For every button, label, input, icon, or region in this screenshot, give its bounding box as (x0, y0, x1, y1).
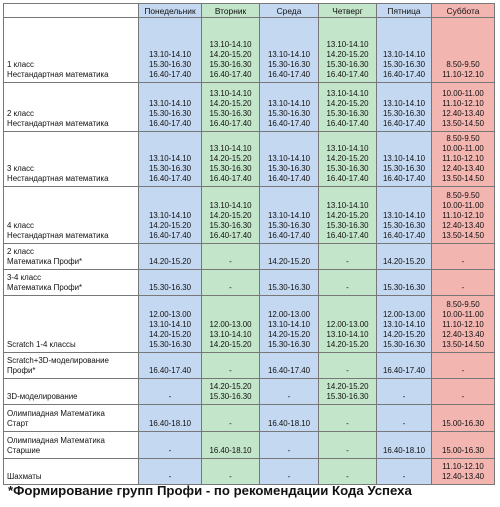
time-slot-cell (377, 459, 432, 485)
header-row (4, 4, 495, 18)
time-slot: 14.20-15.20 (326, 382, 369, 391)
time-slot: 15.30-16.30 (267, 109, 311, 118)
time-slot: 14.20-15.20 (209, 211, 252, 220)
time-slot: 16.40-17.40 (382, 174, 426, 183)
time-slot-cell (139, 83, 202, 132)
time-slot: 14.20-15.20 (209, 99, 252, 108)
schedule-row (4, 132, 495, 187)
time-slot: 16.40-17.40 (382, 70, 426, 79)
time-slot-cell (432, 432, 495, 459)
time-slot: 15.30-16.30 (382, 60, 426, 69)
time-slot: 15.30-16.30 (209, 109, 252, 118)
time-slot-cell (139, 353, 202, 379)
time-slot-cell (319, 187, 377, 244)
course-name-line: 2 класс (7, 247, 35, 256)
time-slot: 11.10-12.10 (442, 462, 484, 471)
day-header: Понедельник (139, 4, 202, 18)
time-slot: 13.10-14.10 (267, 99, 311, 108)
time-slot: 13.10-14.10 (209, 144, 252, 153)
time-slot: 14.20-15.20 (209, 50, 252, 59)
time-slot: 16.40-17.40 (209, 174, 252, 183)
time-slot: 16.40-18.10 (148, 419, 192, 428)
day-header: Суббота (432, 4, 495, 18)
time-slot: 13.10-14.10 (267, 154, 311, 163)
time-slot: 16.40-18.10 (209, 446, 252, 455)
time-slot: - (168, 472, 172, 481)
time-slot: - (402, 392, 406, 401)
time-slot-cell (432, 405, 495, 432)
time-slot-cell (202, 432, 260, 459)
course-name (4, 296, 139, 353)
time-slot: 15.00-16.30 (441, 446, 485, 455)
time-slot: 15.30-16.30 (148, 60, 192, 69)
schedule-row (4, 18, 495, 83)
schedule-row (4, 244, 495, 270)
time-slot-cell (260, 270, 319, 296)
time-slot: 15.30-16.30 (326, 109, 369, 118)
time-slot: 12.00-13.00 (326, 320, 369, 329)
time-slot: 16.40-17.40 (148, 231, 192, 240)
time-slot: 15.30-16.30 (382, 109, 426, 118)
time-slot-cell (377, 379, 432, 405)
time-slot: - (461, 392, 465, 401)
time-slot-cell (319, 379, 377, 405)
time-slot: 13.10-14.10 (267, 320, 311, 329)
time-slot-cell (202, 83, 260, 132)
time-slot: 12.00-13.00 (148, 310, 192, 319)
time-slot-cell (139, 296, 202, 353)
time-slot: 13.50-14.50 (441, 119, 485, 128)
time-slot-cell (260, 18, 319, 83)
time-slot: 16.40-17.40 (326, 70, 369, 79)
time-slot: 15.30-16.30 (382, 164, 426, 173)
schedule-row (4, 83, 495, 132)
time-slot-cell (319, 244, 377, 270)
time-slot: 16.40-17.40 (148, 366, 192, 375)
time-slot-cell (202, 459, 260, 485)
time-slot-cell (139, 244, 202, 270)
time-slot: - (229, 419, 232, 428)
time-slot: 10.00-11.00 (442, 144, 484, 153)
time-slot: 11.10-12.10 (442, 211, 484, 220)
course-name-line: Нестандартная математика (7, 119, 109, 128)
time-slot-cell (139, 432, 202, 459)
time-slot: 14.20-15.20 (326, 154, 369, 163)
time-slot: 13.10-14.10 (326, 201, 369, 210)
time-slot-cell (319, 83, 377, 132)
time-slot-cell (139, 187, 202, 244)
time-slot-cell (319, 132, 377, 187)
time-slot-cell (202, 244, 260, 270)
time-slot: 16.40-17.40 (326, 231, 369, 240)
course-name-line: 1 класс (7, 60, 35, 69)
time-slot: 13.10-14.10 (148, 320, 192, 329)
course-name (4, 405, 139, 432)
time-slot: 13.10-14.10 (148, 211, 192, 220)
schedule-row (4, 379, 495, 405)
time-slot: 14.20-15.20 (382, 330, 426, 339)
footnote: *Формирование групп Профи - по рекомендации Кода Успеха (8, 483, 412, 498)
time-slot: 16.40-17.40 (382, 119, 426, 128)
time-slot: 14.20-15.20 (267, 330, 311, 339)
time-slot-cell (202, 187, 260, 244)
course-name (4, 18, 139, 83)
time-slot: 15.30-16.30 (267, 221, 311, 230)
time-slot: 16.40-17.40 (267, 174, 311, 183)
time-slot: - (402, 419, 406, 428)
time-slot: 13.10-14.10 (382, 50, 426, 59)
course-name-line: Математика Профи* (7, 257, 83, 266)
time-slot-cell (202, 379, 260, 405)
header-corner (4, 4, 139, 18)
time-slot: 15.30-16.30 (326, 164, 369, 173)
time-slot: - (168, 392, 172, 401)
time-slot: 15.30-16.30 (382, 283, 426, 292)
time-slot-cell (260, 296, 319, 353)
course-name (4, 270, 139, 296)
time-slot: 13.10-14.10 (382, 211, 426, 220)
schedule-row (4, 270, 495, 296)
time-slot-cell (319, 18, 377, 83)
course-name-line: 3-4 класс (7, 273, 42, 282)
course-name-line: Шахматы (7, 472, 42, 481)
time-slot-cell (319, 296, 377, 353)
time-slot: 13.10-14.10 (209, 330, 252, 339)
time-slot: - (346, 366, 349, 375)
time-slot: 15.30-16.30 (382, 340, 426, 349)
time-slot: 10.00-11.00 (442, 310, 484, 319)
time-slot: - (346, 472, 349, 481)
time-slot: 16.40-17.40 (326, 119, 369, 128)
time-slot: 13.10-14.10 (267, 50, 311, 59)
time-slot: 16.40-17.40 (382, 231, 426, 240)
time-slot: - (229, 257, 232, 266)
course-name (4, 187, 139, 244)
time-slot-cell (319, 353, 377, 379)
time-slot-cell (260, 353, 319, 379)
time-slot-cell (260, 187, 319, 244)
time-slot: 14.20-15.20 (326, 340, 369, 349)
time-slot: 15.00-16.30 (441, 419, 485, 428)
course-name-line: 3D-моделирование (7, 392, 78, 401)
time-slot: 15.30-16.30 (209, 164, 252, 173)
time-slot: 14.20-15.20 (148, 257, 192, 266)
time-slot: 13.10-14.10 (148, 50, 192, 59)
time-slot: 12.00-13.00 (382, 310, 426, 319)
schedule-body (4, 18, 495, 485)
time-slot: 14.20-15.20 (382, 257, 426, 266)
schedule-table (3, 3, 495, 485)
time-slot-cell (319, 405, 377, 432)
course-name-line: Нестандартная математика (7, 70, 109, 79)
time-slot: 12.40-13.40 (441, 109, 485, 118)
course-name-line: Старшие (7, 446, 41, 455)
time-slot-cell (139, 459, 202, 485)
time-slot: 12.40-13.40 (441, 164, 485, 173)
time-slot: 15.30-16.30 (148, 283, 192, 292)
time-slot-cell (377, 270, 432, 296)
time-slot-cell (432, 379, 495, 405)
time-slot-cell (202, 132, 260, 187)
time-slot: 16.40-17.40 (382, 366, 426, 375)
time-slot: 15.30-16.30 (267, 164, 311, 173)
time-slot: 8.50-9.50 (446, 191, 480, 200)
time-slot: 14.20-15.20 (209, 340, 252, 349)
course-name (4, 132, 139, 187)
time-slot: - (461, 366, 465, 375)
time-slot-cell (260, 83, 319, 132)
day-header: Вторник (202, 4, 260, 18)
time-slot: 11.10-12.10 (442, 99, 484, 108)
time-slot-cell (139, 132, 202, 187)
course-name (4, 379, 139, 405)
time-slot: 11.10-12.10 (442, 70, 484, 79)
course-name-line: Нестандартная математика (7, 174, 109, 183)
course-name (4, 459, 139, 485)
time-slot: - (229, 472, 232, 481)
time-slot: 15.30-16.30 (267, 60, 311, 69)
time-slot: 15.30-16.30 (148, 340, 192, 349)
course-name (4, 83, 139, 132)
time-slot-cell (432, 83, 495, 132)
time-slot-cell (319, 459, 377, 485)
time-slot: 16.40-17.40 (267, 119, 311, 128)
time-slot: 16.40-17.40 (209, 119, 252, 128)
time-slot-cell (202, 18, 260, 83)
course-name-line: 3 класс (7, 164, 35, 173)
time-slot: - (287, 392, 291, 401)
time-slot-cell (432, 244, 495, 270)
time-slot: 12.40-13.40 (441, 472, 485, 481)
time-slot: - (346, 419, 349, 428)
time-slot-cell (377, 18, 432, 83)
time-slot: 14.20-15.20 (209, 382, 252, 391)
course-name-line: Старт (7, 419, 29, 428)
time-slot-cell (377, 353, 432, 379)
course-name-line: Математика Профи* (7, 283, 83, 292)
day-header: Пятница (377, 4, 432, 18)
time-slot: 16.40-17.40 (326, 174, 369, 183)
time-slot: 15.30-16.30 (209, 60, 252, 69)
time-slot: - (229, 283, 232, 292)
time-slot: 8.50-9.50 (446, 300, 480, 309)
time-slot: 15.30-16.30 (326, 221, 369, 230)
time-slot: 16.40-17.40 (148, 119, 192, 128)
time-slot-cell (319, 270, 377, 296)
time-slot: 15.30-16.30 (326, 392, 369, 401)
time-slot-cell (432, 187, 495, 244)
time-slot-cell (432, 296, 495, 353)
time-slot: - (346, 446, 349, 455)
time-slot-cell (139, 18, 202, 83)
time-slot-cell (377, 432, 432, 459)
course-name (4, 244, 139, 270)
time-slot: 14.20-15.20 (148, 330, 192, 339)
time-slot: 12.40-13.40 (441, 221, 485, 230)
time-slot: 14.20-15.20 (326, 211, 369, 220)
schedule-row (4, 187, 495, 244)
time-slot: 12.40-13.40 (441, 330, 485, 339)
time-slot: 15.30-16.30 (267, 283, 311, 292)
time-slot: 13.10-14.10 (382, 99, 426, 108)
time-slot-cell (260, 244, 319, 270)
course-name-line: 2 класс (7, 109, 35, 118)
time-slot: 16.40-17.40 (148, 174, 192, 183)
time-slot-cell (202, 270, 260, 296)
time-slot: 14.20-15.20 (209, 154, 252, 163)
time-slot-cell (432, 353, 495, 379)
time-slot: 16.40-17.40 (209, 231, 252, 240)
time-slot-cell (432, 270, 495, 296)
time-slot: 13.10-14.10 (326, 330, 369, 339)
time-slot: 13.10-14.10 (267, 211, 311, 220)
time-slot-cell (319, 432, 377, 459)
time-slot: 11.10-12.10 (442, 154, 484, 163)
time-slot-cell (202, 296, 260, 353)
time-slot: 15.30-16.30 (209, 392, 252, 401)
time-slot: 13.50-14.50 (441, 174, 485, 183)
time-slot: - (461, 257, 465, 266)
time-slot: 11.10-12.10 (442, 320, 484, 329)
time-slot: 12.00-13.00 (267, 310, 311, 319)
time-slot: 13.10-14.10 (326, 144, 369, 153)
course-name-line: Олимпиадная Математика (7, 436, 105, 445)
course-name-line: Профи* (7, 366, 36, 375)
course-name (4, 432, 139, 459)
time-slot: 13.50-14.50 (441, 340, 485, 349)
time-slot: 13.10-14.10 (326, 89, 369, 98)
schedule-row (4, 459, 495, 485)
time-slot: 15.30-16.30 (148, 109, 192, 118)
time-slot: 15.30-16.30 (267, 340, 311, 349)
time-slot: 15.30-16.30 (382, 221, 426, 230)
time-slot: 8.50-9.50 (446, 60, 480, 69)
time-slot-cell (377, 405, 432, 432)
time-slot: 13.10-14.10 (209, 89, 252, 98)
day-header: Среда (260, 4, 319, 18)
time-slot: - (229, 366, 232, 375)
time-slot-cell (260, 379, 319, 405)
time-slot-cell (260, 459, 319, 485)
time-slot: - (287, 446, 291, 455)
time-slot: - (346, 257, 349, 266)
time-slot: 13.10-14.10 (148, 154, 192, 163)
course-name-line: Scratch+3D-моделирование (7, 356, 109, 365)
schedule-row (4, 353, 495, 379)
time-slot: 15.30-16.30 (326, 60, 369, 69)
course-name-line: Нестандартная математика (7, 231, 109, 240)
time-slot: 13.10-14.10 (209, 40, 252, 49)
time-slot-cell (377, 296, 432, 353)
time-slot: 14.20-15.20 (148, 221, 192, 230)
time-slot: 16.40-17.40 (267, 70, 311, 79)
time-slot-cell (260, 132, 319, 187)
course-name-line: Олимпиадная Математика (7, 409, 105, 418)
time-slot-cell (139, 405, 202, 432)
time-slot: 16.40-17.40 (267, 366, 311, 375)
time-slot-cell (377, 187, 432, 244)
time-slot: 15.30-16.30 (148, 164, 192, 173)
time-slot: - (461, 283, 465, 292)
time-slot: 8.50-9.50 (446, 134, 480, 143)
time-slot: 16.40-17.40 (148, 70, 192, 79)
time-slot: 14.20-15.20 (267, 257, 311, 266)
time-slot: 13.50-14.50 (441, 231, 485, 240)
course-name (4, 353, 139, 379)
time-slot-cell (432, 18, 495, 83)
time-slot: 13.10-14.10 (148, 99, 192, 108)
time-slot: 14.20-15.20 (326, 50, 369, 59)
time-slot-cell (260, 405, 319, 432)
course-name-line: Scratch 1-4 классы (7, 340, 76, 349)
time-slot-cell (260, 432, 319, 459)
time-slot: 15.30-16.30 (209, 221, 252, 230)
time-slot: 16.40-17.40 (209, 70, 252, 79)
time-slot: - (346, 283, 349, 292)
time-slot: 14.20-15.20 (326, 99, 369, 108)
time-slot: - (402, 472, 406, 481)
time-slot-cell (432, 459, 495, 485)
day-header: Четверг (319, 4, 377, 18)
time-slot-cell (139, 379, 202, 405)
schedule-row (4, 432, 495, 459)
time-slot: - (287, 472, 291, 481)
time-slot-cell (202, 405, 260, 432)
time-slot-cell (432, 132, 495, 187)
schedule-row (4, 405, 495, 432)
time-slot-cell (202, 353, 260, 379)
time-slot: 16.40-17.40 (267, 231, 311, 240)
time-slot-cell (377, 83, 432, 132)
time-slot: 13.10-14.10 (326, 40, 369, 49)
time-slot-cell (377, 244, 432, 270)
time-slot: 10.00-11.00 (442, 89, 484, 98)
time-slot: 16.40-18.10 (267, 419, 311, 428)
time-slot: 13.10-14.10 (382, 154, 426, 163)
time-slot-cell (377, 132, 432, 187)
time-slot: 13.10-14.10 (382, 320, 426, 329)
time-slot: - (168, 446, 172, 455)
course-name-line: 4 класс (7, 221, 35, 230)
schedule-row (4, 296, 495, 353)
time-slot: 16.40-18.10 (382, 446, 426, 455)
time-slot-cell (139, 270, 202, 296)
time-slot: 10.00-11.00 (442, 201, 484, 210)
time-slot: 12.00-13.00 (209, 320, 252, 329)
time-slot: 13.10-14.10 (209, 201, 252, 210)
